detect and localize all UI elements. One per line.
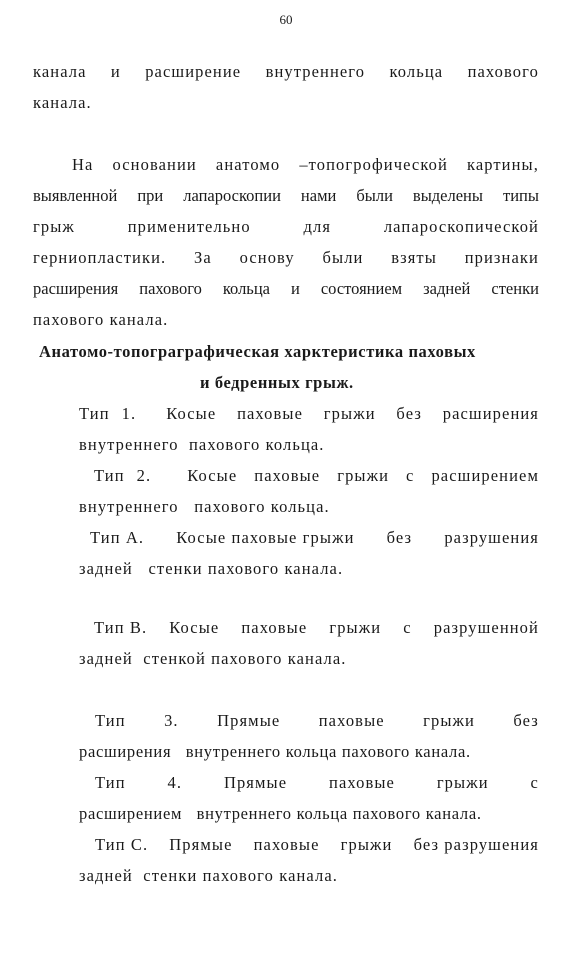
word: 3.	[164, 711, 179, 730]
type-3-line-1	[95, 711, 539, 731]
word: были	[356, 186, 393, 205]
word: анатомо	[215, 155, 281, 174]
word: герниопластики.	[33, 248, 167, 267]
word: без	[386, 528, 413, 547]
word: расширением	[431, 466, 539, 485]
word: применительно	[127, 217, 251, 236]
word: без разрушения	[413, 835, 539, 854]
word: Тип А.	[90, 528, 145, 547]
word: канала	[33, 62, 87, 81]
word: при	[137, 186, 164, 205]
word: стенки	[491, 279, 539, 298]
word: Косые паховые грыжи	[176, 528, 355, 547]
type-1-line-2: внутреннего пахового кольца.	[79, 435, 325, 454]
word: и	[110, 62, 121, 81]
word: Тип	[94, 466, 125, 485]
paragraph-line-4	[33, 248, 539, 268]
word: основании	[112, 155, 197, 174]
word: паховые	[254, 466, 321, 485]
word: паховые	[253, 835, 320, 854]
word: грыжи	[423, 711, 475, 730]
word: без	[513, 711, 539, 730]
word: кольца	[222, 279, 270, 298]
paragraph-line-2	[33, 186, 539, 206]
word: Тип С.	[95, 835, 149, 854]
paragraph-line-6: пахового канала.	[33, 310, 169, 329]
word: грыжи	[340, 835, 393, 854]
type-2-line-2: внутреннего пахового кольца.	[79, 497, 330, 516]
type-4-line-1	[95, 773, 539, 793]
word: состоянием	[320, 279, 403, 298]
word: пахового	[467, 62, 539, 81]
word: грыжи	[329, 618, 382, 637]
word: типы	[502, 186, 539, 205]
word: грыжи	[323, 404, 376, 423]
word: 4.	[167, 773, 183, 792]
word: расширения	[33, 279, 119, 298]
type-b-line-2: задней стенкой пахового канала.	[79, 649, 347, 668]
word: паховые	[241, 618, 308, 637]
word: кольца	[389, 62, 444, 81]
word: и	[291, 279, 300, 298]
word: для	[303, 217, 332, 236]
word: лапароскопии	[183, 186, 281, 205]
word: разрушенной	[433, 618, 539, 637]
paragraph-line-3	[33, 217, 539, 237]
type-4-line-2: расширением внутреннего кольца пахового канала.	[79, 804, 482, 823]
word: грыжи	[436, 773, 489, 792]
word: Тип	[95, 711, 126, 730]
word: За	[194, 248, 212, 267]
word: признаки	[464, 248, 539, 267]
type-2-line-1	[94, 466, 539, 486]
word: нами	[300, 186, 337, 205]
type-3-line-2: расширения внутреннего кольца пахового канала.	[79, 742, 471, 761]
word: Тип	[79, 404, 110, 423]
section-heading-line-1: Анатомо-топограграфическая харктеристика паховых	[39, 342, 476, 361]
word: с	[530, 773, 539, 792]
word: с	[403, 618, 412, 637]
word: лапароскопической	[383, 217, 539, 236]
word: Прямые	[217, 711, 281, 730]
word: грыжи	[337, 466, 390, 485]
word: пахового	[139, 279, 202, 298]
word: с	[406, 466, 415, 485]
word: выявленной	[33, 186, 118, 205]
word: задней	[423, 279, 471, 298]
type-c-line-1	[95, 835, 539, 855]
word: расширения	[442, 404, 539, 423]
type-a-line-1	[90, 528, 539, 548]
word: –топогрофической	[299, 155, 448, 174]
intro-line-2: канала.	[33, 93, 92, 112]
word: картины,	[466, 155, 539, 174]
word: паховые	[329, 773, 395, 792]
section-heading-line-2: и бедренных грыж.	[200, 373, 354, 392]
word: внутреннего	[265, 62, 366, 81]
word: Косые	[187, 466, 238, 485]
word: были	[322, 248, 364, 267]
intro-line-1	[33, 62, 539, 82]
word: Косые	[169, 618, 220, 637]
type-a-line-2: задней стенки пахового канала.	[79, 559, 344, 578]
word: выделены	[412, 186, 483, 205]
word: На	[72, 155, 94, 174]
word: Тип	[95, 773, 126, 792]
word: без	[396, 404, 422, 423]
word: Прямые	[223, 773, 288, 792]
word: грыж	[33, 217, 75, 236]
word: взяты	[391, 248, 437, 267]
word: 1.	[121, 404, 137, 423]
word: паховые	[237, 404, 304, 423]
word: расширение	[145, 62, 242, 81]
word: Косые	[166, 404, 217, 423]
word: Прямые	[169, 835, 233, 854]
word: Тип В.	[94, 618, 148, 637]
page-number: 60	[279, 12, 293, 27]
type-1-line-1	[79, 404, 539, 424]
word: разрушения	[444, 528, 539, 547]
type-b-line-1	[94, 618, 539, 638]
word: паховые	[318, 711, 385, 730]
word: основу	[239, 248, 295, 267]
paragraph-line-1	[72, 155, 539, 175]
word: 2.	[136, 466, 152, 485]
paragraph-line-5	[33, 279, 539, 299]
type-c-line-2: задней стенки пахового канала.	[79, 866, 338, 885]
